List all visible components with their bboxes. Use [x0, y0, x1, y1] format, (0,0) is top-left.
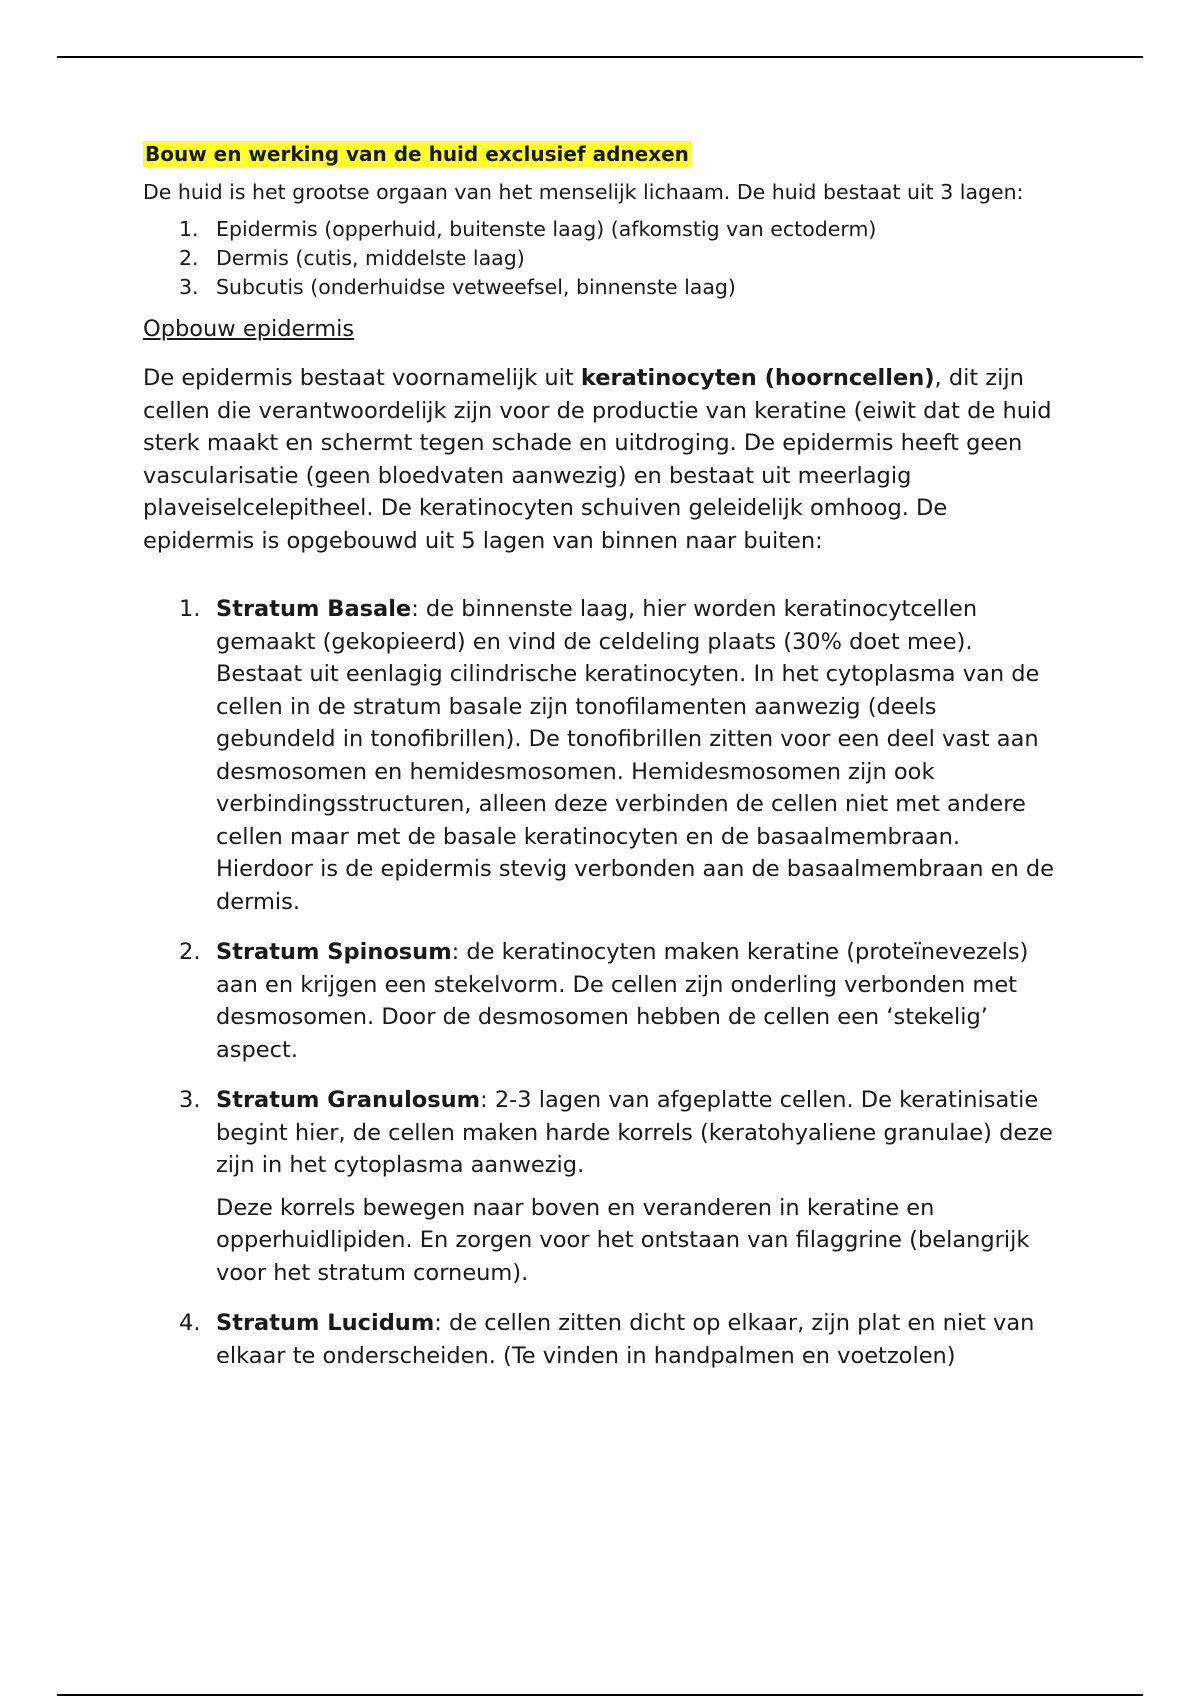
- list-item: [143, 1084, 1063, 1289]
- list-number: 3.: [179, 275, 199, 299]
- list-number: 4.: [179, 1310, 201, 1336]
- stratum-continuation: Deze korrels bewegen naar boven en veranderen in keratine en opperhuidlipiden. En zorgen voor het ontstaan van filaggrine (belangrijk voor het stratum corneum).: [216, 1194, 1030, 1286]
- document-body: [143, 141, 1063, 1390]
- list-item: [143, 273, 1063, 302]
- stratum-text: [216, 593, 1063, 918]
- strata-list: [143, 593, 1063, 1372]
- stratum-description: : 2-3 lagen van afgeplatte cellen. De keratinisatie begint hier, de cellen maken harde korrels (keratohyaliene granulae) deze zijn in het cytoplasma aanwezig.: [216, 1087, 1053, 1178]
- stratum-description: : de keratinocyten maken keratine (proteïnevezels) aan en krijgen een stekelvorm. De cellen zijn onderling verbonden met desmosomen. Door de desmosomen hebben de cellen een ‘stekelig’ aspect.: [216, 939, 1029, 1063]
- stratum-name: Stratum Lucidum: [216, 1310, 435, 1336]
- intro-paragraph: De huid is het grootse orgaan van het menselijk lichaam. De huid bestaat uit 3 lagen:: [143, 180, 1024, 204]
- list-text: Epidermis (opperhuid, buitenste laag) (afkomstig van ectoderm): [216, 217, 877, 241]
- stratum-description: : de binnenste laag, hier worden keratinocytcellen gemaakt (gekopieerd) en vind de celdeling plaats (30% doet mee). Bestaat uit eenlagig cilindrische keratinocyten. In het cytoplasma van de cellen in de stratum basale zijn tonofilamenten aanwezig (deels gebundeld in tonofibrillen). De tonofibrillen zitten voor een deel vast aan desmosomen en hemidesmosomen. Hemidesmosomen zijn ook verbindingsstructuren, alleen deze verbinden de cellen niet met andere cellen maar met de basale keratinocyten en de basaalmembraan. Hierdoor is de epidermis stevig verbonden aan de basaalmembraan en de dermis.: [216, 596, 1054, 915]
- list-item: [143, 215, 1063, 244]
- list-number: 2.: [179, 246, 199, 270]
- list-item: [143, 1307, 1063, 1372]
- list-number: 2.: [179, 939, 201, 965]
- list-text: Dermis (cutis, middelste laag): [216, 246, 525, 270]
- list-item: [143, 593, 1063, 918]
- document-title: Bouw en werking van de huid exclusief adnexen: [145, 142, 689, 166]
- section-heading: Opbouw epidermis: [143, 316, 355, 342]
- stratum-text: [216, 1307, 1063, 1372]
- list-item: [143, 244, 1063, 273]
- stratum-name: Stratum Granulosum: [216, 1087, 481, 1113]
- list-number: 3.: [179, 1087, 201, 1113]
- footer-rule: [57, 1694, 1143, 1696]
- epidermis-text-before: De epidermis bestaat voornamelijk uit: [143, 365, 581, 391]
- skin-layers-list: [143, 215, 1063, 302]
- stratum-name: Stratum Basale: [216, 596, 412, 622]
- epidermis-bold-term: keratinocyten (hoorncellen): [580, 365, 935, 391]
- list-text: Subcutis (onderhuidse vetweefsel, binnenste laag): [216, 275, 736, 299]
- list-item: [143, 936, 1063, 1066]
- header-rule: [57, 56, 1143, 58]
- epidermis-text-after: , dit zijn cellen die verantwoordelijk zijn voor de productie van keratine (eiwit dat de huid sterk maakt en schermt tegen schade en uitdroging. De epidermis heeft geen vascularisatie (geen bloedvaten aanwezig) en bestaat uit meerlagig plaveiselcelepitheel. De keratinocyten schuiven geleidelijk omhoog. De epidermis is opgebouwd uit 5 lagen van binnen naar buiten:: [143, 365, 1052, 554]
- stratum-text: [216, 936, 1063, 1066]
- stratum-text: [216, 1084, 1063, 1182]
- stratum-description: : de cellen zitten dicht op elkaar, zijn plat en niet van elkaar te onderscheiden. (Te vinden in handpalmen en voetzolen): [216, 1310, 1035, 1369]
- list-number: 1.: [179, 217, 199, 241]
- list-number: 1.: [179, 596, 201, 622]
- stratum-name: Stratum Spinosum: [216, 939, 452, 965]
- epidermis-paragraph: [143, 362, 1063, 557]
